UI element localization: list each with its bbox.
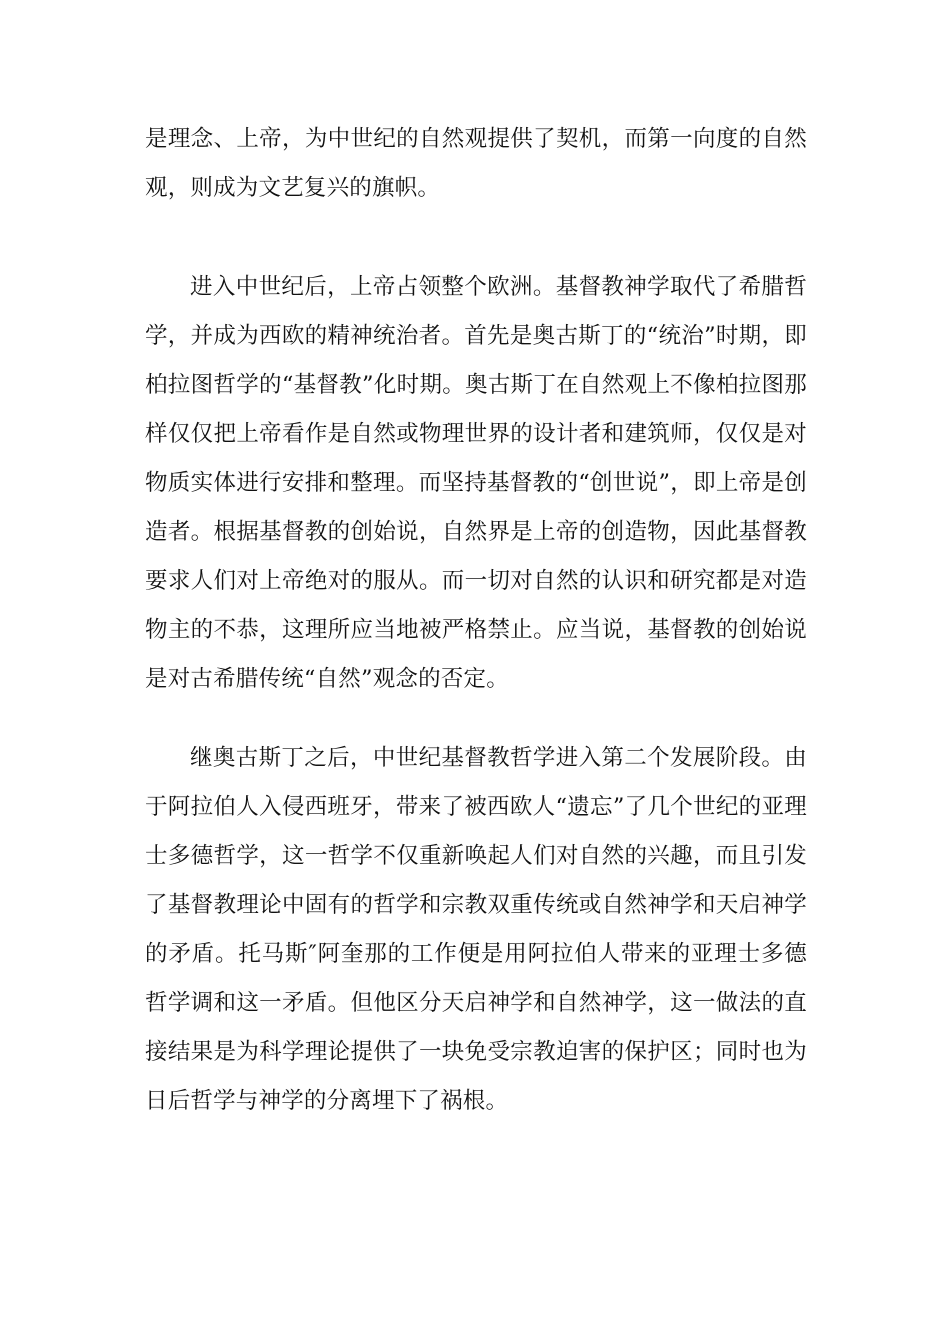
paragraph-1: 是理念、上帝，为中世纪的自然观提供了契机，而第一向度的自然观，则成为文艺复兴的旗帜。 bbox=[145, 126, 807, 201]
paragraph-3: 继奥古斯丁之后，中世纪基督教哲学进入第二个发展阶段。由于阿拉伯人入侵西班牙，带来了被西欧人“遗忘”了几个世纪的亚理士多德哲学，这一哲学不仅重新唤起人们对自然的兴趣，而且引发了基督教理论中固有的哲学和宗教双重传统或自然神学和天启神学的矛盾。托马斯″阿奎那的工作便是用阿拉伯人带来的亚理士多德哲学调和这一矛盾。但他区分天启神学和自然神学，这一做法的直接结果是为科学理论提供了一块免受宗教迫害的保护区；同时也为日后哲学与神学的分离埋下了祸根。 bbox=[145, 745, 807, 1114]
paragraph-2: 进入中世纪后，上帝占领整个欧洲。基督教神学取代了希腊哲学，并成为西欧的精神统治者。首先是奥古斯丁的“统治”时期，即柏拉图哲学的“基督教”化时期。奥古斯丁在自然观上不像柏拉图那样仅仅把上帝看作是自然或物理世界的设计者和建筑师，仅仅是对物质实体进行安排和整理。而坚持基督教的“创世说”，即上帝是创造者。根据基督教的创始说，自然界是上帝的创造物，因此基督教要求人们对上帝绝对的服从。而一切对自然的认识和研究都是对造物主的不恭，这理所应当地被严格禁止。应当说，基督教的创始说是对古希腊传统“自然”观念的否定。 bbox=[145, 274, 807, 692]
